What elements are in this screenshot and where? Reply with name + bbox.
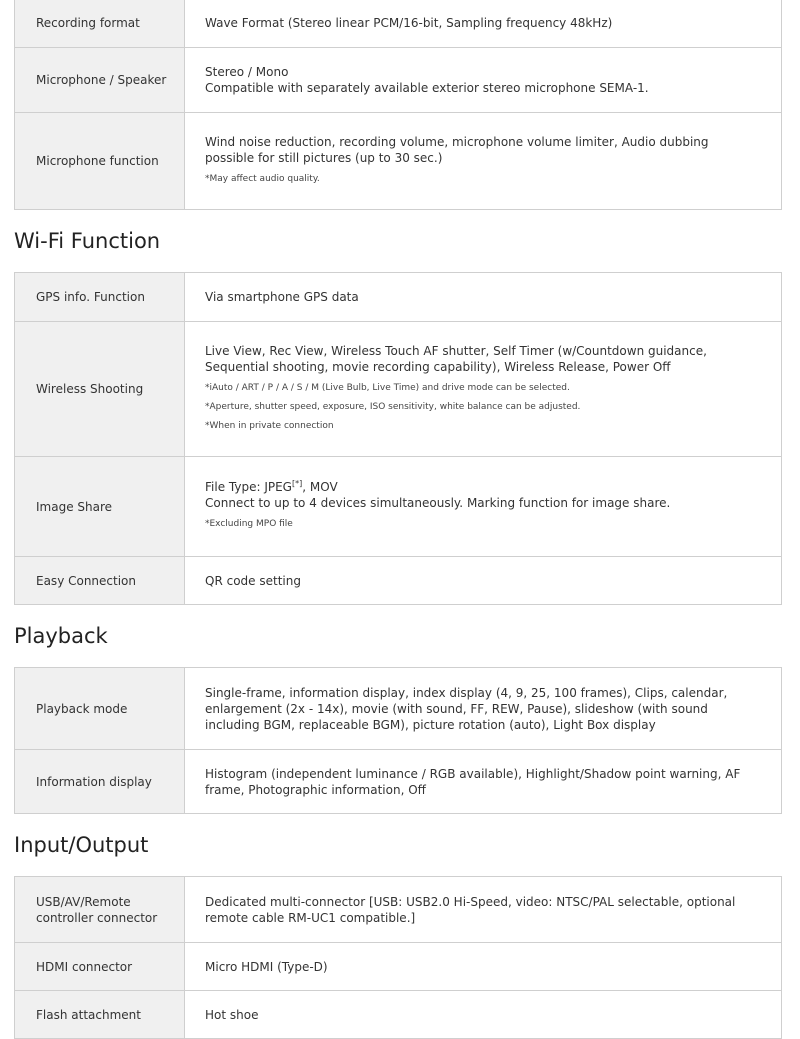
spec-note: *Excluding MPO file: [205, 519, 293, 529]
spec-value: [185, 557, 781, 604]
spec-row-information-display: [15, 749, 781, 813]
spec-row-recording-format: [15, 0, 781, 47]
spec-value-text: Via smartphone GPS data: [205, 290, 359, 304]
spec-value: [185, 48, 781, 112]
spec-value: [185, 750, 781, 813]
spec-value-text: File Type: JPEG: [205, 480, 292, 494]
spec-value: [185, 991, 781, 1038]
spec-label: Recording format: [15, 0, 185, 47]
spec-value: [185, 457, 781, 556]
spec-label: Information display: [15, 750, 185, 813]
spec-row-easy-connection: [15, 556, 781, 604]
spec-row-gps-info: [15, 273, 781, 321]
spec-row-microphone-speaker: [15, 47, 781, 112]
spec-label: Flash attachment: [15, 991, 185, 1038]
spec-label: GPS info. Function: [15, 273, 185, 321]
spec-value-text: Hot shoe: [205, 1007, 259, 1022]
spec-row-usb-av-remote: [15, 877, 781, 942]
spec-value: [185, 0, 781, 47]
spec-label: Playback mode: [15, 668, 185, 749]
section-heading-input-output: Input/Output: [14, 833, 149, 857]
spec-value-text: Dedicated multi-connector [USB: USB2.0 Hi-Speed, video: NTSC/PAL selectable, optional remote cable RM-UC1 compatible.]: [205, 894, 736, 925]
spec-note: *May affect audio quality.: [205, 173, 320, 184]
spec-note: *iAuto / ART / P / A / S / M (Live Bulb, Live Time) and drive mode can be selected.: [205, 382, 570, 393]
spec-value: [185, 877, 781, 942]
section-heading-playback: Playback: [14, 624, 108, 648]
spec-value-text: , MOV: [302, 480, 338, 494]
spec-value: [185, 668, 781, 749]
spec-label: Easy Connection: [15, 557, 185, 604]
spec-value-text-file-type: [205, 479, 753, 495]
spec-value-text: Single-frame, information display, index display (4, 9, 25, 100 frames), Clips, calendar, enlargement (2x - 14x), movie (with sound, FF, REW, Pause), slideshow (with sound including BGM, replaceable BGM), picture rotation (auto), Light Box display: [205, 685, 728, 732]
spec-value-text: Wave Format (Stereo linear PCM/16-bit, Sampling frequency 48kHz): [205, 15, 613, 30]
spec-row-microphone-function: [15, 112, 781, 209]
spec-value: [185, 943, 781, 990]
spec-value: [185, 113, 781, 209]
footnote-marker[interactable]: [*]: [291, 479, 303, 488]
spec-value-text: Stereo / Mono: [205, 65, 289, 79]
spec-value-text: Micro HDMI (Type-D): [205, 959, 328, 974]
spec-value-text: Live View, Rec View, Wireless Touch AF shutter, Self Timer (w/Countdown guidance, Sequential shooting, movie recording capability), Wireless Release, Power Off: [205, 343, 707, 374]
spec-row-wireless-shooting: [15, 321, 781, 456]
spec-table-playback: [14, 667, 782, 814]
spec-value: [185, 273, 781, 321]
spec-table-sound: [14, 0, 782, 210]
spec-label: Wireless Shooting: [15, 322, 185, 456]
spec-row-playback-mode: [15, 668, 781, 749]
spec-label: HDMI connector: [15, 943, 185, 990]
spec-row-hdmi-connector: [15, 942, 781, 990]
section-heading-wifi: Wi-Fi Function: [14, 229, 161, 253]
spec-label: Image Share: [15, 457, 185, 556]
spec-value-text: Compatible with separately available exterior stereo microphone SEMA-1.: [205, 81, 649, 95]
spec-table-wifi: [14, 272, 782, 605]
spec-label: Microphone / Speaker: [15, 48, 185, 112]
spec-table-input-output: [14, 876, 782, 1039]
spec-value-text: Histogram (independent luminance / RGB available), Highlight/Shadow point warning, AF frame, Photographic information, Off: [205, 766, 741, 797]
spec-note: *Aperture, shutter speed, exposure, ISO sensitivity, white balance can be adjusted.: [205, 401, 581, 412]
spec-row-image-share: [15, 456, 781, 556]
spec-value-text: QR code setting: [205, 573, 301, 588]
spec-label: USB/AV/Remote controller connector: [15, 877, 185, 942]
spec-value-text: Connect to up to 4 devices simultaneously. Marking function for image share.: [205, 496, 671, 510]
spec-value-text: Wind noise reduction, recording volume, microphone volume limiter, Audio dubbing possible for still pictures (up to 30 sec.): [205, 134, 709, 165]
spec-note: *When in private connection: [205, 420, 334, 431]
spec-value: [185, 322, 781, 456]
spec-label: Microphone function: [15, 113, 185, 209]
spec-row-flash-attachment: [15, 990, 781, 1038]
